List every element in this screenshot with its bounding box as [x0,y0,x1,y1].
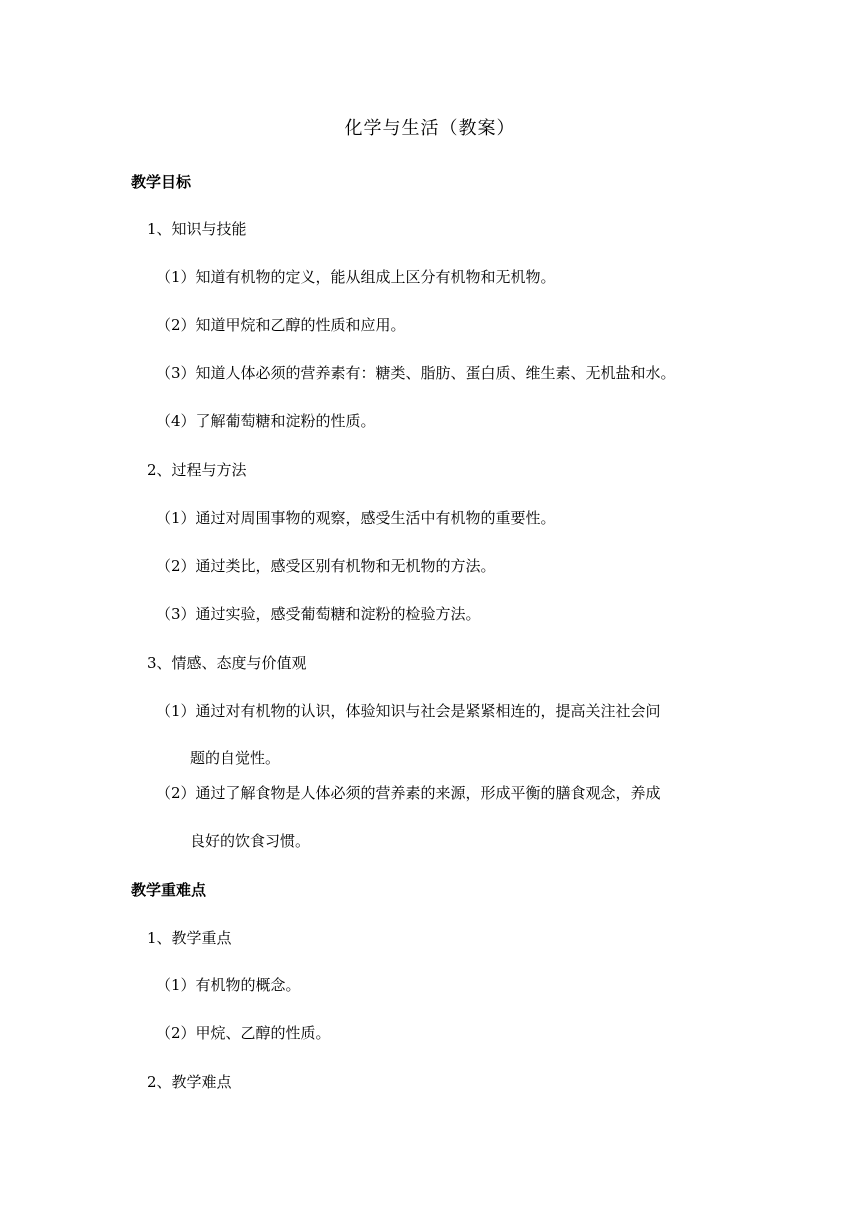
list-item: （3）知道人体必须的营养素有：糖类、脂肪、蛋白质、维生素、无机盐和水。 [156,364,676,382]
list-item: （1）通过对周围事物的观察，感受生活中有机物的重要性。 [156,509,556,527]
section-heading-key-difficult-points: 教学重难点 [131,881,207,899]
subsection-knowledge-skills: 1、知识与技能 [147,220,247,238]
list-item: （1）知道有机物的定义，能从组成上区分有机物和无机物。 [156,268,556,286]
list-item: （3）通过实验，感受葡萄糖和淀粉的检验方法。 [156,605,481,623]
subsection-teaching-focus: 1、教学重点 [147,929,232,947]
section-heading-teaching-goals: 教学目标 [131,173,192,191]
list-item: （2）知道甲烷和乙醇的性质和应用。 [156,316,406,334]
list-item: （2）通过了解食物是人体必须的营养素的来源，形成平衡的膳食观念，养成 [156,784,661,802]
list-item: （2）甲烷、乙醇的性质。 [156,1024,331,1042]
subsection-teaching-difficulty: 2、教学难点 [147,1073,232,1091]
list-item: （2）通过类比，感受区别有机物和无机物的方法。 [156,557,496,575]
subsection-process-method: 2、过程与方法 [147,461,247,479]
subsection-emotion-attitude-values: 3、情感、态度与价值观 [147,654,307,672]
list-item: （1）有机物的概念。 [156,976,301,994]
list-item: （4）了解葡萄糖和淀粉的性质。 [156,412,376,430]
list-item-continuation: 题的自觉性。 [190,749,281,767]
list-item: （1）通过对有机物的认识，体验知识与社会是紧紧相连的，提高关注社会问 [156,702,661,720]
document-title: 化学与生活（教案） [344,118,516,139]
list-item-continuation: 良好的饮食习惯。 [190,832,311,850]
